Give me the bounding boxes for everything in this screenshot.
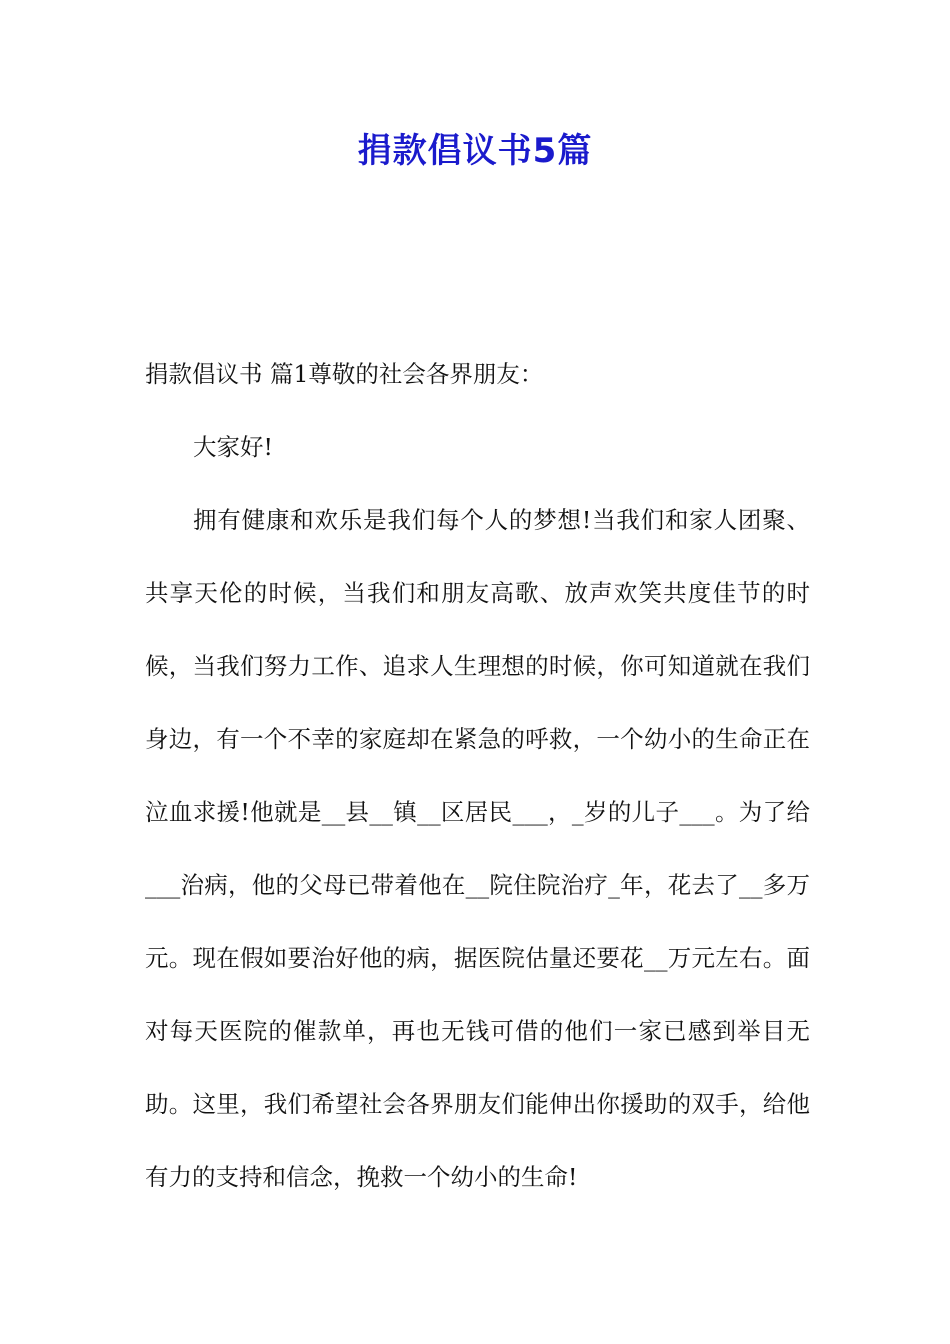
- document-title: 捐款倡议书5篇: [357, 131, 593, 171]
- opening-paragraph: 捐款倡议书 篇1尊敬的社会各界朋友：: [145, 360, 544, 388]
- document-body: [145, 338, 810, 1214]
- main-paragraph: 拥有健康和欢乐是我们每个人的梦想!当我们和家人团聚、共享天伦的时候，当我们和朋友高歌、放声欢笑共度佳节的时候，当我们努力工作、追求人生理想的时候，你可知道就在我们身边，有一个不幸的家庭却在紧急的呼救，一个幼小的生命正在泣血求援!他就是__县__镇__区居民___，_岁的儿子___。为了给___治病，他的父母已带着他在__院住院治疗_年，花去了__多万元。现在假如要治好他的病，据医院估量还要花__万元左右。面对每天医院的催款单，再也无钱可借的他们一家已感到举目无助。这里，我们希望社会各界朋友们能伸出你援助的双手，给他有力的支持和信念，挽救一个幼小的生命!: [145, 506, 810, 1191]
- greeting-paragraph: 大家好!: [193, 433, 273, 461]
